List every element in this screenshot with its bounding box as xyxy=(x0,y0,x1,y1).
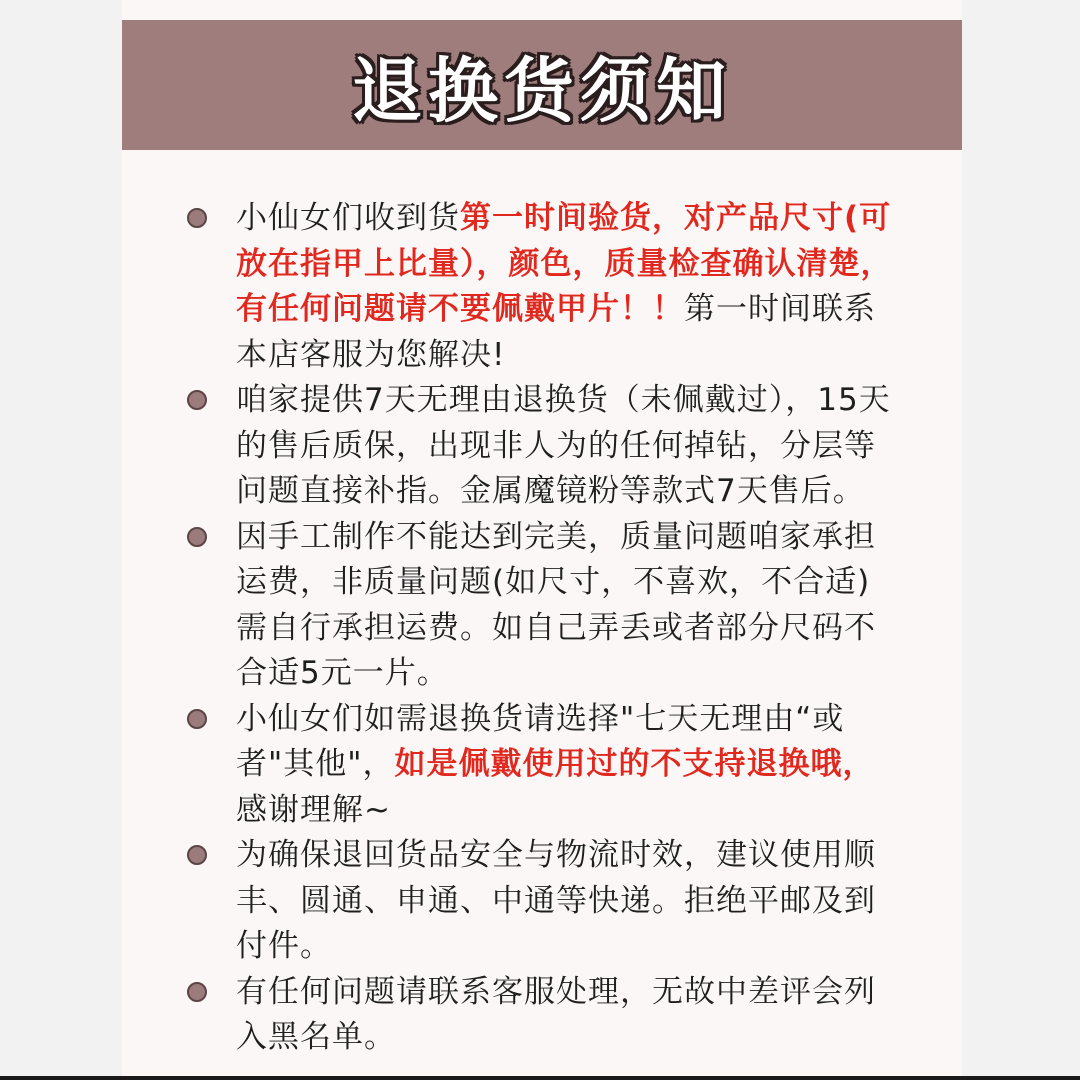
notice-item xyxy=(176,970,896,1061)
title-banner xyxy=(122,20,962,150)
page-title: 退换货须知 xyxy=(352,49,732,132)
notice-highlight-text: 如是佩戴使用过的不支持退换哦， xyxy=(394,746,875,782)
notice-list xyxy=(176,196,896,1061)
notice-item xyxy=(176,515,896,697)
notice-text: 因手工制作不能达到完美，质量问题咱家承担运费，非质量问题(如尺寸，不喜欢，不合适)需自行承担运费。如自己弄丢或者部分尺码不合适5元一片。 xyxy=(236,518,876,691)
bullet-icon xyxy=(187,982,207,1002)
notice-text: 第一时间联系本店客服为您解决! xyxy=(236,291,876,373)
bullet-icon xyxy=(187,527,207,547)
notice-item xyxy=(176,833,896,970)
bullet-icon xyxy=(187,390,207,410)
bullet-icon xyxy=(187,709,207,729)
notice-highlight-text: 第一时间验货，对产品尺寸(可放在指甲上比量），颜色，质量检查确认清楚，有任何问题请不要佩戴甲片！！ xyxy=(236,200,893,327)
notice-text: 咱家提供7天无理由退换货（未佩戴过），15天的售后质保，出现非人为的任何掉钻，分层等问题直接补指。金属魔镜粉等款式7天售后。 xyxy=(236,382,891,509)
bottom-divider xyxy=(0,1076,1080,1080)
notice-item xyxy=(176,196,896,378)
notice-text: 小仙女们收到货 xyxy=(236,200,460,236)
bullet-icon xyxy=(187,845,207,865)
notice-item xyxy=(176,378,896,515)
notice-text: 感谢理解~ xyxy=(236,791,391,828)
notice-text: 有任何问题请联系客服处理，无故中差评会列入黑名单。 xyxy=(236,973,876,1055)
notice-text: 为确保退回货品安全与物流时效，建议使用顺丰、圆通、申通、中通等快递。拒绝平邮及到付件。 xyxy=(236,837,876,964)
bullet-icon xyxy=(187,208,207,228)
notice-text: 小仙女们如需退换货请选择"七天无理由“或者"其他"， xyxy=(236,700,845,782)
notice-item xyxy=(176,697,896,834)
